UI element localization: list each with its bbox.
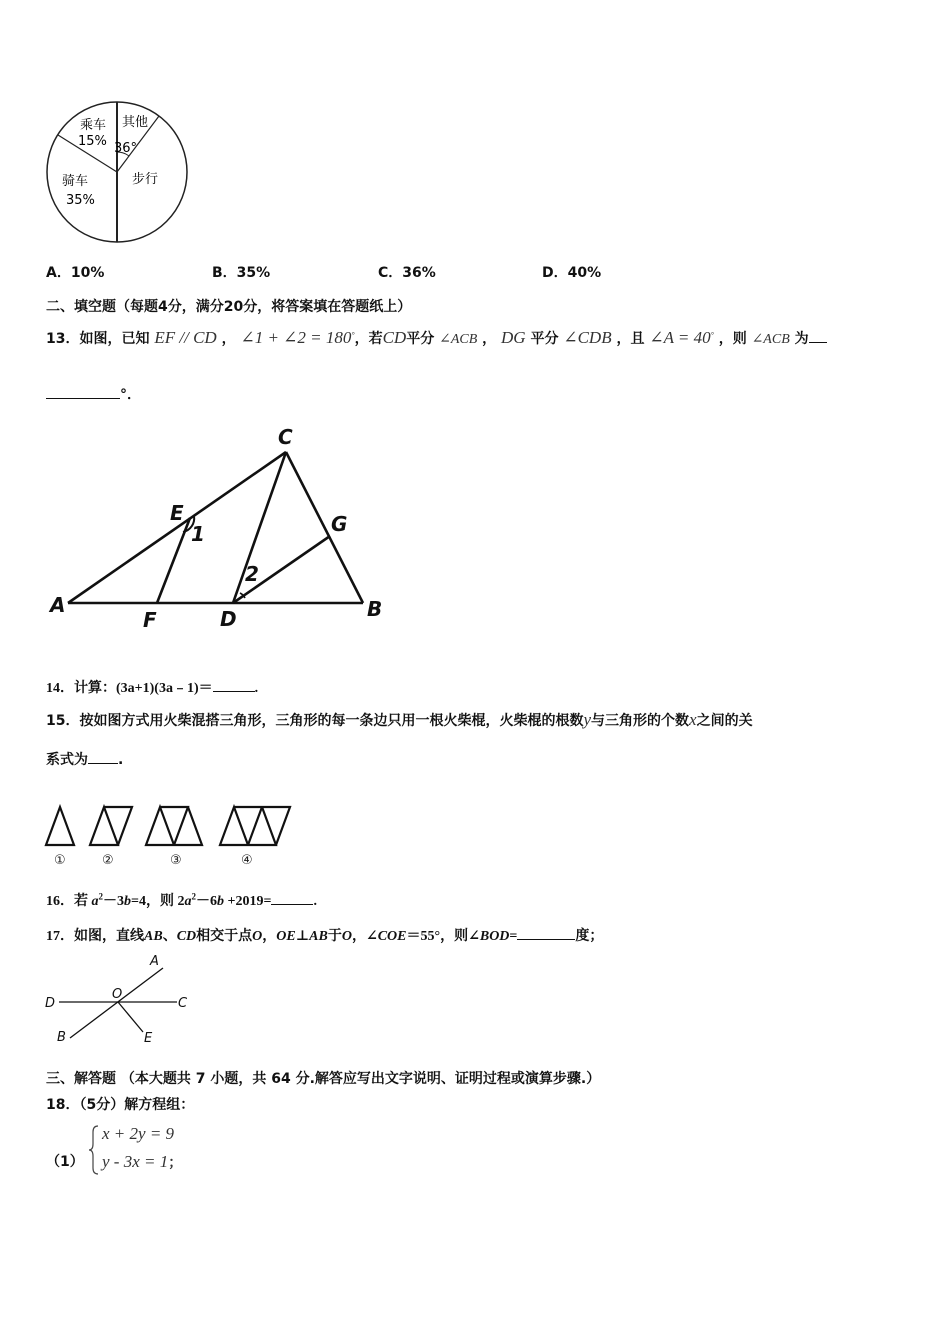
q15-text: 系式为 [46, 752, 88, 768]
answer-blank[interactable] [88, 763, 118, 764]
label-2: 2 [245, 562, 259, 586]
q17-text: ＝55°，则∠ [406, 929, 480, 944]
q17-coe: COE [377, 929, 407, 944]
q13-text: ，则 [718, 331, 747, 347]
q13-math-angle-sum: ∠1 + ∠2 = 180 [240, 328, 352, 347]
q15-var-x: x [689, 710, 697, 729]
q15-text: 与三角形的个数 [591, 713, 690, 729]
option-a[interactable] [46, 262, 104, 282]
label-1: 1 [191, 522, 205, 546]
q13-math-ef-cd: EF // CD [154, 328, 217, 347]
equation-2-text: y - 3x = 1 [102, 1152, 169, 1171]
q17-text: 相交于点 [196, 929, 253, 944]
lines-figure [40, 948, 200, 1048]
section-2-heading: 二、填空题（每题4分，满分20分，将答案填在答题纸上） [46, 299, 412, 315]
question-18 [46, 1094, 194, 1114]
question-number: 18． [46, 1097, 80, 1113]
label-a: A [50, 593, 66, 617]
question-number: 13． [46, 331, 80, 347]
pattern-3 [146, 807, 202, 845]
option-letter: B． [212, 265, 237, 281]
answer-blank[interactable] [809, 342, 827, 343]
q17-ab: AB [309, 929, 328, 944]
question-14 [46, 677, 258, 697]
pie-label-angle: 36° [114, 141, 138, 156]
brace-icon [88, 1124, 100, 1176]
option-value: 35% [236, 265, 271, 281]
q17-text: 如图，直线 [74, 929, 144, 944]
option-d[interactable] [542, 262, 601, 282]
q16-var-a: a [184, 894, 192, 909]
q13-math-cd: CD [382, 328, 407, 347]
q13-text: ，且 [616, 331, 645, 347]
q16-var-b: b [216, 894, 224, 909]
q16-exponent: 2 [98, 891, 103, 902]
q17-bod: BOD [479, 929, 510, 944]
pie-label-bike: 骑车 [62, 174, 89, 189]
q16-text: －3 [103, 894, 124, 909]
q14-text: 计算：(3a+1)(3a﹣1)＝ [74, 681, 213, 696]
q15-var-y: y [583, 710, 592, 729]
q16-text: =4，则 2 [131, 894, 185, 909]
label-e: E [170, 501, 184, 525]
question-13-continued [46, 384, 141, 404]
question-17 [46, 925, 603, 945]
q18-text: （5分）解方程组： [79, 1097, 195, 1113]
label-d: D [220, 607, 237, 631]
label-o: O [112, 987, 123, 1002]
q16-var-a: a [91, 894, 99, 909]
question-number: 17． [46, 929, 74, 944]
q17-o: O [252, 929, 263, 944]
q15-end: . [118, 752, 124, 768]
option-b[interactable] [212, 262, 270, 282]
question-number: 16． [46, 894, 74, 909]
label-g: G [331, 512, 348, 536]
q13-text: 如图，已知 [79, 331, 150, 347]
answer-blank[interactable] [517, 939, 575, 940]
question-13: 13．如图，已知 EF // CD ， ∠1 + ∠2 = 180°，若CD平分 ∠ACB ， DG 平分 ∠CDB ，且 ∠A = 40° ，则 ∠ACB 为 [46, 328, 827, 348]
q17-oe: OE [276, 929, 296, 944]
q15-text: 之间的关 [696, 713, 753, 729]
pie-chart [40, 95, 195, 250]
q17-end: 度； [575, 929, 604, 944]
option-value: 36% [402, 265, 436, 281]
q13-math-cdb: ∠CDB [563, 328, 612, 347]
question-number: 14． [46, 681, 74, 696]
q13-math-acb-2: ∠ACB [751, 332, 790, 347]
segment-cb [286, 452, 363, 603]
answer-blank[interactable] [271, 904, 313, 905]
pie-label-other: 其他 [122, 115, 149, 130]
label-e: E [144, 1031, 153, 1046]
question-15-continued [46, 749, 123, 769]
q17-text: 、 [162, 929, 177, 944]
triangle-figure [40, 420, 400, 635]
q17-text: = [509, 929, 518, 944]
pie-label-walk: 步行 [132, 172, 159, 187]
q18-part-1-label: （1） [46, 1154, 84, 1170]
label-b: B [57, 1030, 66, 1045]
q13-text: 平分 [406, 331, 435, 347]
question-16 [46, 890, 317, 910]
q15-text: 按如图方式用火柴混搭三角形，三角形的每一条边只用一根火柴棍，火柴棍的根数 [79, 713, 584, 729]
q13-end: °． [120, 387, 141, 403]
q17-ab: AB [144, 929, 163, 944]
option-value: 10% [70, 265, 105, 281]
q17-text: 于 [327, 929, 342, 944]
section-3-heading: 三、解答题 （本大题共 7 小题，共 64 分.解答应写出文字说明、证明过程或演算步骤.） [46, 1071, 601, 1087]
pie-label-ride-pct: 15% [78, 134, 107, 149]
answer-blank[interactable] [46, 398, 120, 399]
q17-cd: CD [176, 929, 197, 944]
pie-label-ride: 乘车 [80, 118, 107, 133]
ray-oe [118, 1002, 143, 1032]
q16-text: +2019= [223, 894, 272, 909]
pattern-4 [220, 807, 290, 845]
label-c: C [178, 996, 188, 1011]
equation-2-semicolon: ； [168, 1156, 183, 1171]
q17-o: O [341, 929, 352, 944]
label-c: C [278, 425, 293, 449]
q13-text: 平分 [530, 331, 559, 347]
label-b: B [367, 597, 383, 621]
q13-text: ， [221, 331, 236, 347]
pattern-label-3: ③ [170, 853, 182, 868]
q16-text: 若 [74, 894, 88, 909]
q13-text: ，若 [354, 331, 383, 347]
question-number: 15． [46, 713, 80, 729]
q13-text: ， [482, 331, 497, 347]
label-a: A [150, 954, 159, 969]
q13-math-dg: DG [501, 328, 526, 347]
label-d: D [45, 996, 56, 1011]
question-15 [46, 710, 753, 730]
q13-text: 为 [794, 331, 809, 347]
q14-end: . [254, 681, 259, 696]
q17-text: ， [262, 929, 277, 944]
q16-exponent: 2 [191, 891, 196, 902]
q13-degree: ° [351, 330, 355, 340]
equation-1: x + 2y = 9 [102, 1124, 175, 1143]
q17-text: ，∠ [351, 929, 378, 944]
q13-math-angle-a: ∠A = 40 [649, 328, 711, 347]
option-letter: A． [46, 265, 71, 281]
option-c[interactable] [378, 262, 436, 282]
equation-2 [102, 1152, 182, 1172]
q16-text: －6 [195, 894, 217, 909]
matchstick-figure [40, 798, 300, 874]
pattern-label-1: ① [54, 853, 66, 868]
answer-blank[interactable] [213, 691, 255, 692]
option-letter: C． [378, 265, 403, 281]
pattern-1 [46, 807, 74, 845]
pattern-label-4: ④ [241, 853, 253, 868]
q16-end: . [313, 894, 317, 909]
q17-text: ⊥ [295, 929, 310, 944]
q16-var-b: b [124, 894, 131, 909]
pie-label-bike-pct: 35% [66, 193, 95, 208]
line-ab [70, 968, 163, 1038]
label-f: F [143, 608, 157, 632]
segment-cd [233, 452, 286, 603]
pattern-label-2: ② [102, 853, 114, 868]
option-value: 40% [567, 265, 602, 281]
option-letter: D． [542, 265, 568, 281]
q13-math-acb: ∠ACB [439, 332, 478, 347]
pattern-2 [90, 807, 132, 845]
